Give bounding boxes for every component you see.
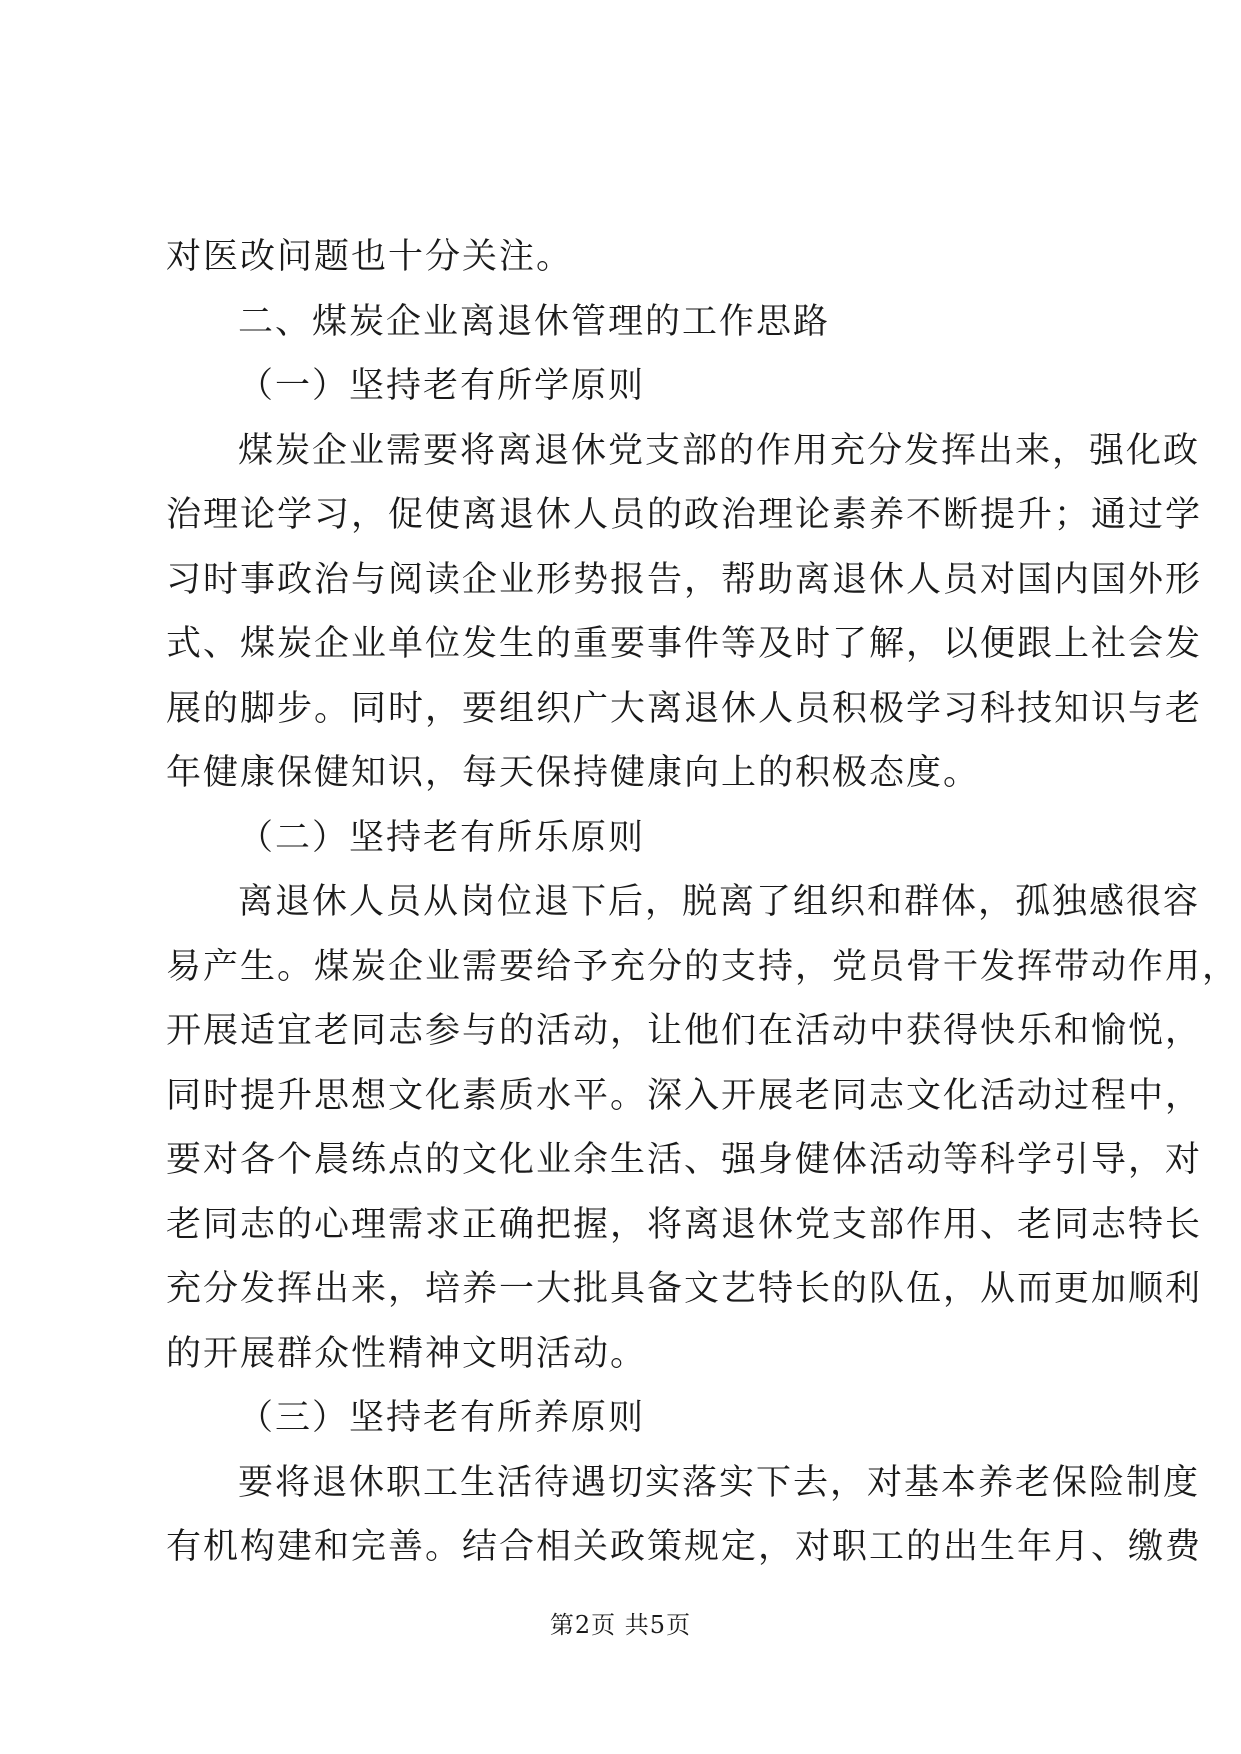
paragraph-line: 开展适宜老同志参与的活动，让他们在活动中获得快乐和愉悦， bbox=[166, 1011, 1203, 1051]
paragraph-line: 式、煤炭企业单位发生的重要事件等及时了解，以便跟上社会发 bbox=[166, 624, 1203, 664]
paragraph-line: 有机构建和完善。结合相关政策规定，对职工的出生年月、缴费 bbox=[166, 1527, 1203, 1567]
paragraph-line: 煤炭企业需要将离退休党支部的作用充分发挥出来，强化政 bbox=[238, 430, 1201, 471]
paragraph-line: 展的脚步。同时，要组织广大离退休人员积极学习科技知识与老 bbox=[166, 688, 1203, 729]
paragraph-line: 年健康保健知识，每天保持健康向上的积极态度。 bbox=[166, 753, 981, 793]
paragraph-line: 习时事政治与阅读企业形势报告，帮助离退休人员对国内国外形 bbox=[166, 559, 1203, 600]
paragraph-line: 易产生。煤炭企业需要给予充分的支持，党员骨干发挥带动作用， bbox=[166, 946, 1240, 987]
paragraph-line: 离退休人员从岗位退下后，脱离了组织和群体，孤独感很容 bbox=[238, 882, 1201, 922]
subsection-heading: （一）坚持老有所学原则 bbox=[238, 366, 646, 406]
paragraph-line: 对医改问题也十分关注。 bbox=[166, 237, 574, 277]
document-body bbox=[166, 225, 1240, 1580]
paragraph-line: 要将退休职工生活待遇切实落实下去，对基本养老保险制度 bbox=[238, 1462, 1201, 1503]
paragraph-line: 要对各个晨练点的文化业余生活、强身健体活动等科学引导，对 bbox=[166, 1140, 1203, 1180]
paragraph-line: 同时提升思想文化素质水平。深入开展老同志文化活动过程中， bbox=[166, 1075, 1203, 1116]
paragraph-line: 治理论学习，促使离退休人员的政治理论素养不断提升；通过学 bbox=[166, 495, 1203, 535]
paragraph-line: 充分发挥出来，培养一大批具备文艺特长的队伍，从而更加顺利 bbox=[166, 1269, 1203, 1309]
paragraph-line: 老同志的心理需求正确把握，将离退休党支部作用、老同志特长 bbox=[166, 1204, 1203, 1245]
section-heading: 二、煤炭企业离退休管理的工作思路 bbox=[238, 301, 831, 342]
subsection-heading: （二）坚持老有所乐原则 bbox=[238, 817, 646, 858]
paragraph-line: 的开展群众性精神文明活动。 bbox=[166, 1333, 648, 1374]
subsection-heading: （三）坚持老有所养原则 bbox=[238, 1398, 646, 1438]
page-footer: 第2页 共5页 bbox=[549, 1611, 692, 1639]
